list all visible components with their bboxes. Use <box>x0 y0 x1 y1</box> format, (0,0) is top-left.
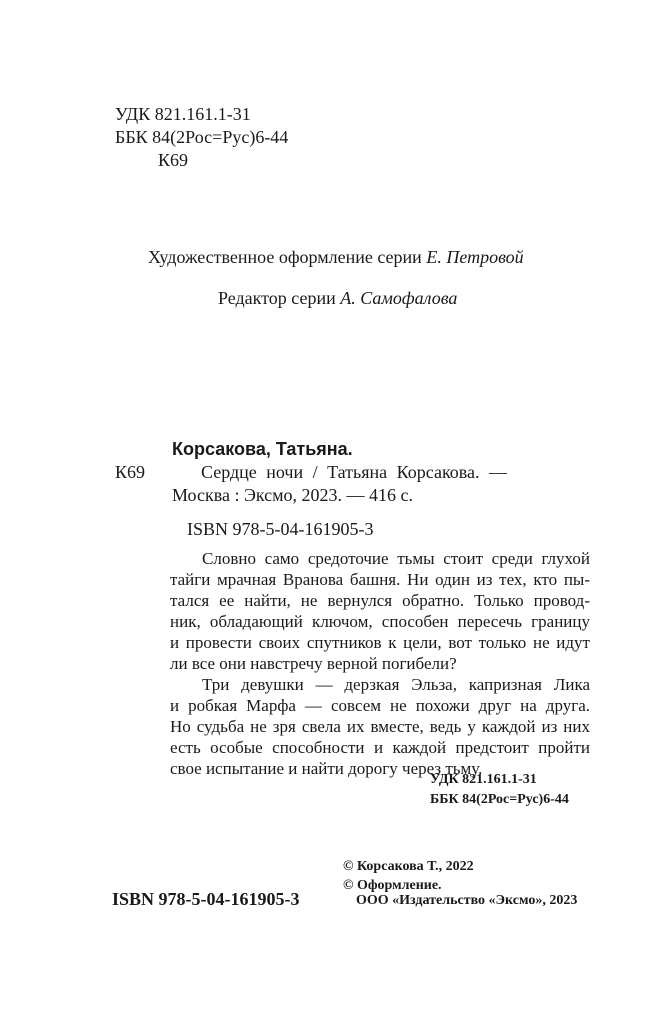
series-editor-credit <box>218 287 457 309</box>
udk-code: УДК 821.161.1-31 <box>115 104 251 124</box>
series-design-name: Е. Петровой <box>426 247 524 267</box>
bib-isbn: ISBN 978-5-04-161905-3 <box>187 519 374 539</box>
annotation-paragraph-1 <box>170 548 590 674</box>
footer-isbn: ISBN 978-5-04-161905-3 <box>112 889 300 909</box>
annotation-line: и провести своих спутников к цели, вот только не идут <box>170 633 590 652</box>
series-design-credit <box>148 246 524 268</box>
bottom-bbk-code: ББК 84(2Рос=Рус)6-44 <box>430 792 569 807</box>
annotation-line: есть особые способности и каждой предстоит пройти <box>170 738 590 757</box>
annotation-line: свое испытание и найти дорогу через тьму. <box>170 759 483 778</box>
series-editor-name: А. Самофалова <box>340 288 458 308</box>
annotation-line: Словно само средоточие тьмы стоит среди глухой <box>202 549 590 568</box>
annotation-line: и робкая Марфа — совсем не похожи друг на друга. <box>170 696 590 715</box>
author-mark: К69 <box>158 150 189 170</box>
bottom-udk-code: УДК 821.161.1-31 <box>430 772 537 787</box>
annotation-line: Но судьба не зря свела их вместе, ведь у каждой из них <box>170 717 590 736</box>
bib-title-line: Сердце ночи / Татьяна Корсакова. — <box>201 462 508 482</box>
annotation-line: ник, обладающий ключом, способен пересечь границу <box>170 612 590 631</box>
bbk-code: ББК 84(2Рос=Рус)6-44 <box>115 127 289 147</box>
annotation <box>170 548 590 779</box>
bib-publication-line: Москва : Эксмо, 2023. — 416 с. <box>172 485 414 505</box>
series-design-label: Художественное оформление серии <box>148 247 422 267</box>
bib-author-mark: К69 <box>115 462 146 482</box>
copyright-publisher: ООО «Издательство «Эксмо», 2023 <box>356 893 578 908</box>
annotation-line: тался ее найти, не вернулся обратно. Только провод- <box>170 591 590 610</box>
annotation-line: ли все они навстречу верной погибели? <box>170 654 457 673</box>
annotation-paragraph-2 <box>170 674 590 779</box>
annotation-line: Три девушки — дерзкая Эльза, капризная Лика <box>202 675 590 694</box>
copyright-author: © Корсакова Т., 2022 <box>343 859 474 874</box>
annotation-line: тайги мрачная Вранова башня. Ни один из тех, кто пы- <box>170 570 590 589</box>
copyright-design: © Оформление. <box>343 878 442 893</box>
bib-author: Корсакова, Татьяна. <box>172 439 353 459</box>
series-editor-label: Редактор серии <box>218 288 336 308</box>
